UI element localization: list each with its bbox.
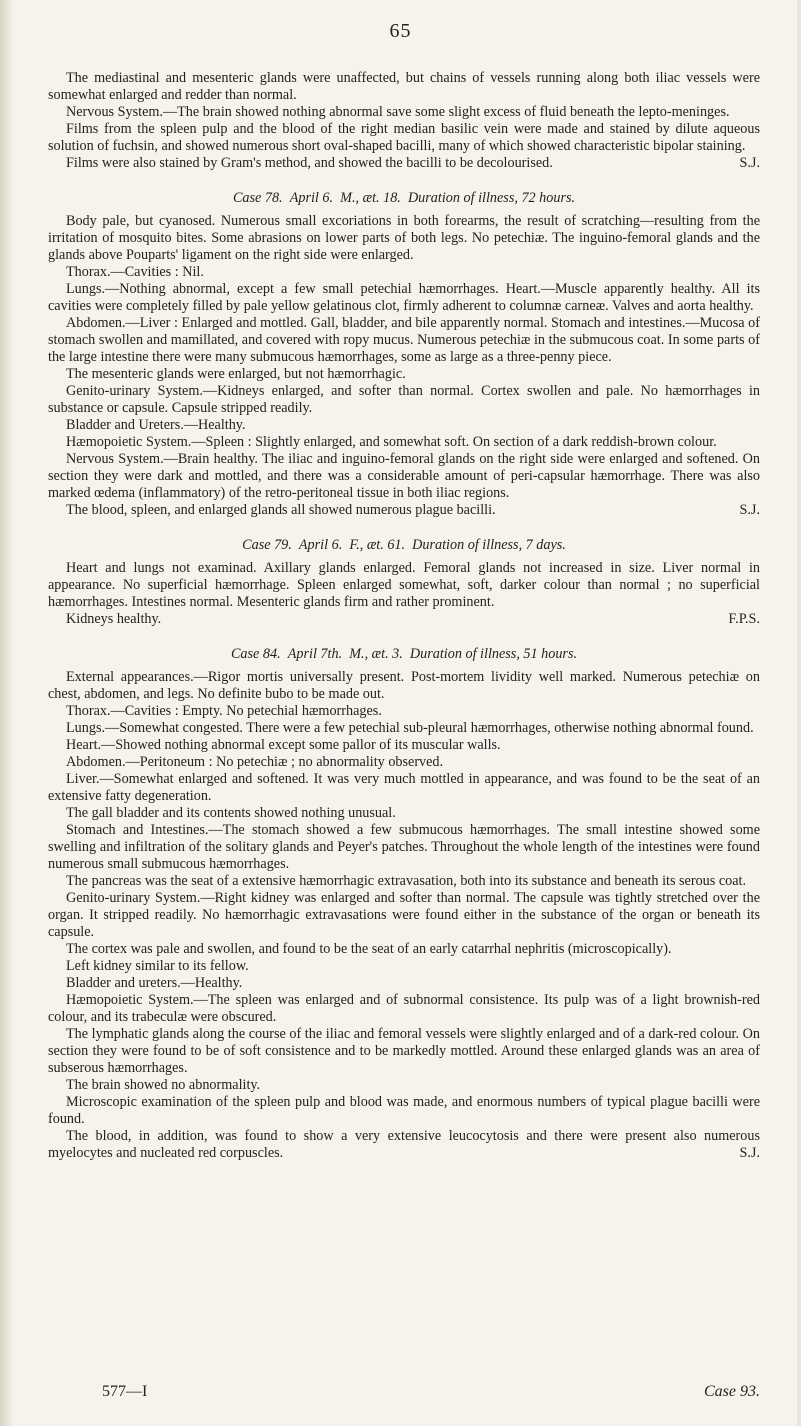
paragraph: Left kidney similar to its fellow. bbox=[66, 958, 249, 974]
paragraph: Body pale, but cyanosed. Numerous small excoriations in both forearms, the result of scratching—resulting from the irritation of mosquito bites. Some abrasions on lower parts of both legs. No petechiæ. The inguino-femoral glands and the glands above Pouparts' ligament on the right side were enlarged. bbox=[48, 213, 760, 263]
paragraph: Heart and lungs not examinad. Axillary glands enlarged. Femoral glands not increased in size. Liver normal in appearance. No superficial hæmorrhage. Spleen enlarged somewhat, soft, darker colour than normal ; no superficial hæmorrhages. Intestines normal. Mesenteric glands firm and rather prominent. bbox=[48, 560, 760, 610]
paragraph: Films were also stained by Gram's method, and showed the bacilli to be decolourised. S.J. bbox=[66, 155, 760, 171]
paragraph: The blood, in addition, was found to show a very extensive leucocytosis and there were present also numerous myelocytes and nucleated red corpuscles. S.J. bbox=[48, 1128, 760, 1161]
signature-initials: S.J. bbox=[739, 1145, 760, 1161]
paragraph: The mesenteric glands were enlarged, but not hæmorrhagic. bbox=[66, 366, 406, 382]
case-heading: Case 84. April 7th. M., æt. 3. Duration of illness, 51 hours. bbox=[230, 646, 578, 662]
paragraph: Abdomen.—Liver : Enlarged and mottled. Gall, bladder, and bile apparently normal. Stomach and intestines.—Mucosa of stomach swollen and mamillated, and covered with ropy mucus. Numerous petechiæ in the submucous coat. In some parts of the large intestine there were many submucous hæmorrhages, some as large as a three-penny piece. bbox=[48, 315, 760, 365]
paragraph: Nervous System.—The brain showed nothing abnormal save some slight excess of fluid beneath the lepto-meninges. bbox=[66, 104, 730, 120]
signature-initials: S.J. bbox=[739, 502, 760, 518]
paragraph: Bladder and Ureters.—Healthy. bbox=[66, 417, 246, 433]
signature-initials: F.P.S. bbox=[728, 611, 760, 627]
case-heading: Case 78. April 6. M., æt. 18. Duration of illness, 72 hours. bbox=[232, 190, 576, 206]
paragraph: The mediastinal and mesenteric glands were unaffected, but chains of vessels running along both iliac vessels were somewhat enlarged and redder than normal. bbox=[48, 70, 760, 103]
paragraph: Thorax.—Cavities : Empty. No petechial hæmorrhages. bbox=[66, 703, 382, 719]
paragraph: The lymphatic glands along the course of the iliac and femoral vessels were slightly enlarged and of a dark-red colour. On section they were found to be of soft consistence and to be markedly mottled. Around these enlarged glands was an area of subserous hæmorrhages. bbox=[48, 1026, 760, 1076]
page-edge-shadow bbox=[0, 0, 14, 1426]
paragraph: Thorax.—Cavities : Nil. bbox=[66, 264, 204, 280]
paragraph: Microscopic examination of the spleen pulp and blood was made, and enormous numbers of typical plague bacilli were found. bbox=[48, 1094, 760, 1127]
paragraph: Abdomen.—Peritoneum : No petechiæ ; no abnormality observed. bbox=[66, 754, 444, 770]
page-body bbox=[48, 70, 760, 1162]
paragraph: Nervous System.—Brain healthy. The iliac and inguino-femoral glands on the right side were enlarged and softened. On section they were dark and mottled, and there was a considerable amount of peri-capsular hæmorrhage. There was also marked œdema (inflammatory) of the retro-peritoneal tissue in both iliac regions. bbox=[48, 451, 760, 501]
printer-signature-mark: 577—I bbox=[102, 1383, 148, 1400]
paragraph: Films from the spleen pulp and the blood of the right median basilic vein were made and stained by dilute aqueous solution of fuchsin, and showed numerous short oval-shaped bacilli, many of which showed characteristic bipolar staining. bbox=[48, 121, 760, 154]
paragraph: The pancreas was the seat of a extensive hæmorrhagic extravasation, both into its substance and beneath its serous coat. bbox=[66, 873, 746, 889]
paragraph: Hæmopoietic System.—Spleen : Slightly enlarged, and somewhat soft. On section of a dark reddish-brown colour. bbox=[66, 434, 717, 450]
paragraph: Kidneys healthy. F.P.S. bbox=[66, 611, 760, 627]
page-number: 65 bbox=[389, 20, 412, 42]
paragraph: The gall bladder and its contents showed nothing unusual. bbox=[66, 805, 396, 821]
paragraph: Stomach and Intestines.—The stomach showed a few submucous hæmorrhages. The small intestine showed some swelling and infiltration of the solitary glands and Peyer's patches. Throughout the whole length of the intestines were found numerous small submucous hæmorrhages. bbox=[48, 822, 760, 872]
paragraph: The blood, spleen, and enlarged glands all showed numerous plague bacilli. S.J. bbox=[66, 502, 760, 518]
paragraph: Bladder and ureters.—Healthy. bbox=[66, 975, 243, 991]
case-heading: Case 79. April 6. F., æt. 61. Duration of illness, 7 days. bbox=[242, 537, 566, 553]
paragraph: The brain showed no abnormality. bbox=[66, 1077, 261, 1093]
paragraph: Lungs.—Nothing abnormal, except a few small petechial hæmorrhages. Heart.—Muscle apparently healthy. All its cavities were completely filled by pale yellow gelatinous clot, firmly adherent to columnæ carneæ. Valves and aorta healthy. bbox=[48, 281, 760, 314]
paragraph: Genito-urinary System.—Right kidney was enlarged and softer than normal. The capsule was tightly stretched over the organ. It stripped readily. No hæmorrhagic extravasations were found either in the substance of the organ or beneath its capsule. bbox=[48, 890, 760, 940]
paragraph: Lungs.—Somewhat congested. There were a few petechial sub-pleural hæmorrhages, otherwise nothing abnormal found. bbox=[66, 720, 754, 736]
signature-initials: S.J. bbox=[739, 155, 760, 171]
paragraph: The cortex was pale and swollen, and found to be the seat of an early catarrhal nephritis (microscopically). bbox=[66, 941, 672, 957]
paragraph: External appearances.—Rigor mortis universally present. Post-mortem lividity well marked. Numerous petechiæ on chest, abdomen, and legs. No definite bubo to be made out. bbox=[48, 669, 760, 702]
paragraph: Heart.—Showed nothing abnormal except some pallor of its muscular walls. bbox=[66, 737, 501, 753]
paragraph: Genito-urinary System.—Kidneys enlarged, and softer than normal. Cortex swollen and pale. No hæmorrhages in substance or capsule. Capsule stripped readily. bbox=[48, 383, 760, 416]
catchword: Case 93. bbox=[704, 1383, 760, 1400]
page-edge-right bbox=[797, 0, 801, 1426]
paragraph: Hæmopoietic System.—The spleen was enlarged and of subnormal consistence. Its pulp was of a light brownish-red colour, and its trabeculæ were obscured. bbox=[48, 992, 760, 1025]
paragraph: Liver.—Somewhat enlarged and softened. It was very much mottled in appearance, and was found to be the seat of an extensive fatty degeneration. bbox=[48, 771, 760, 804]
